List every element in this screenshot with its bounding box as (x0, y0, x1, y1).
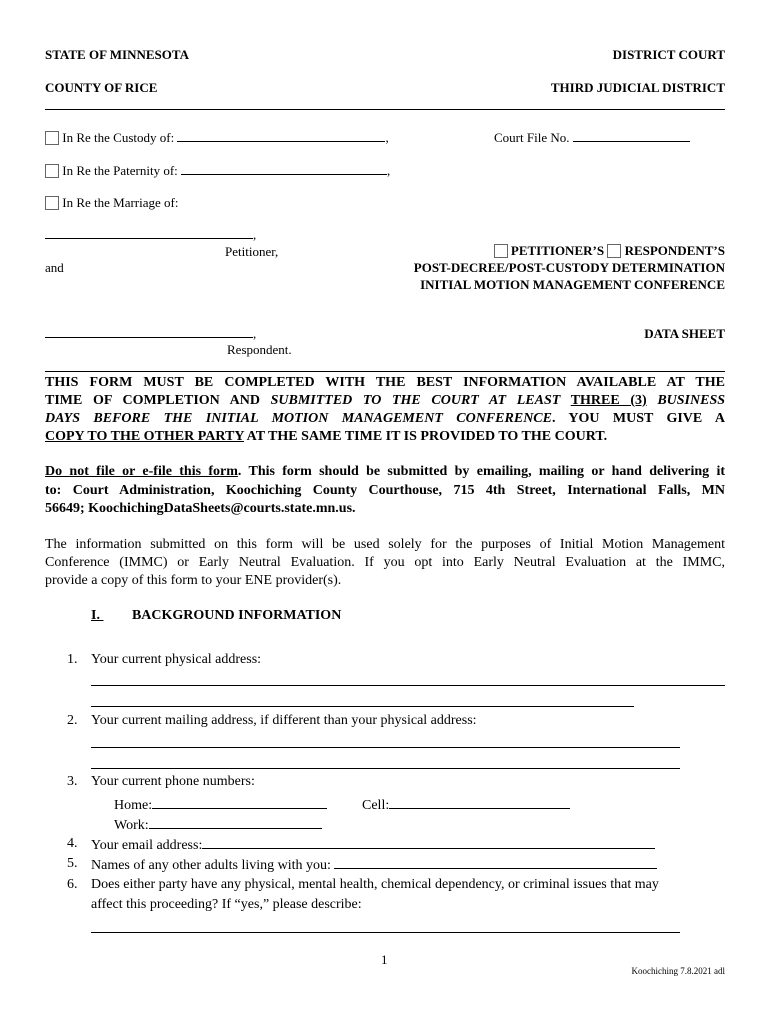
mailing-address-line-1[interactable] (91, 747, 680, 748)
revision-label: Koochiching 7.8.2021 adl (631, 966, 725, 976)
q4-row (91, 836, 655, 854)
court-label: DISTRICT COURT (612, 47, 725, 62)
filing-line-3: 56649; KoochichingDataSheets@courts.state.mn.us. (45, 501, 356, 516)
custody-name-field[interactable] (177, 129, 385, 142)
state-label: STATE OF MINNESOTA (45, 47, 189, 62)
notice-line-3: DAYS BEFORE THE INITIAL MOTION MANAGEMENT CONFERENCE. YOU MUST GIVE A (45, 411, 725, 426)
q6-number: 6. (67, 877, 78, 892)
paternity-label: In Re the Paternity of: (62, 163, 178, 178)
notice-line-4: COPY TO THE OTHER PARTY AT THE SAME TIME IT IS PROVIDED TO THE COURT. (45, 429, 608, 444)
home-phone-row (114, 796, 327, 814)
petitioners-label: PETITIONER’S (510, 243, 605, 258)
info-line-2: Conference (IMMC) or Early Neutral Evaluation. If you opt into Early Neutral Evaluation at the IMMC, (45, 555, 725, 570)
q1-label: Your current physical address: (91, 652, 262, 667)
notice-line-2: TIME OF COMPLETION AND SUBMITTED TO THE COURT AT LEAST THREE (3) BUSINESS (45, 393, 726, 408)
q5-row (91, 856, 657, 874)
physical-address-line-2[interactable] (91, 706, 634, 707)
respondent-name-field[interactable] (45, 325, 253, 338)
q6-line-2: affect this proceeding? If “yes,” please describe: (91, 897, 362, 912)
court-file-field[interactable] (573, 129, 690, 142)
county-label: COUNTY OF RICE (45, 80, 158, 95)
party-selector (494, 243, 725, 259)
petitioner-label: Petitioner, (225, 244, 279, 259)
title-line-1: POST-DECREE/POST-CUSTODY DETERMINATION (413, 260, 725, 275)
header-divider (45, 109, 725, 110)
respondent-name-row: , (45, 325, 256, 342)
no-file-warning: Do not file or e-file this form (45, 464, 238, 479)
respondent-label: Respondent. (227, 342, 292, 357)
notice-line-1: THIS FORM MUST BE COMPLETED WITH THE BEST INFORMATION AVAILABLE AT THE (45, 375, 725, 390)
petitioner-name-row: , (45, 226, 256, 243)
q5-label: Names of any other adults living with you: (91, 858, 331, 873)
q6-line-1: Does either party have any physical, mental health, chemical dependency, or criminal issues that may (91, 877, 659, 892)
home-phone-field[interactable] (152, 796, 327, 809)
custody-checkbox[interactable] (45, 131, 59, 145)
paternity-name-field[interactable] (181, 162, 387, 175)
custody-label: In Re the Custody of: (62, 130, 175, 145)
mailing-address-line-2[interactable] (91, 768, 680, 769)
district-label: THIRD JUDICIAL DISTRICT (550, 80, 725, 95)
q3-label: Your current phone numbers: (91, 774, 255, 789)
q3-number: 3. (67, 774, 78, 789)
petitioners-checkbox[interactable] (494, 244, 508, 258)
work-label: Work: (114, 818, 149, 833)
q4-number: 4. (67, 836, 78, 851)
page-number: 1 (381, 952, 388, 967)
marriage-label: In Re the Marriage of: (62, 195, 179, 210)
info-line-1: The information submitted on this form will be used solely for the purposes of Initial Motion Management (45, 537, 725, 552)
physical-address-line-1[interactable] (91, 685, 725, 686)
court-file-label: Court File No. (494, 130, 570, 145)
title-line-2: INITIAL MOTION MANAGEMENT CONFERENCE (420, 277, 725, 292)
cell-label: Cell: (362, 798, 390, 813)
custody-row: In Re the Custody of: , (45, 129, 389, 146)
and-label: and (45, 260, 64, 275)
court-file-row (494, 129, 690, 146)
data-sheet-title: DATA SHEET (644, 326, 725, 341)
email-field[interactable] (202, 836, 655, 849)
filing-line-1: Do not file or e-file this form. This form should be submitted by emailing, mailing or hand delivering it (45, 464, 726, 479)
marriage-row (45, 195, 178, 211)
issues-description-line[interactable] (91, 932, 680, 933)
paternity-row: In Re the Paternity of: , (45, 162, 390, 179)
filing-line-2: to: Court Administration, Koochiching County Courthouse, 715 4th Street, International Falls, MN (45, 483, 725, 498)
info-line-3: provide a copy of this form to your ENE provider(s). (45, 573, 342, 588)
q4-label: Your email address: (91, 838, 203, 853)
q5-number: 5. (67, 856, 78, 871)
work-phone-field[interactable] (149, 816, 322, 829)
q2-number: 2. (67, 713, 78, 728)
respondents-checkbox[interactable] (607, 244, 621, 258)
petitioner-name-field[interactable] (45, 226, 253, 239)
work-phone-row (114, 816, 322, 834)
marriage-checkbox[interactable] (45, 196, 59, 210)
other-adults-field[interactable] (334, 856, 657, 869)
paternity-checkbox[interactable] (45, 164, 59, 178)
q1-number: 1. (67, 652, 78, 667)
home-label: Home: (114, 798, 153, 813)
respondents-label: RESPONDENT’S (624, 243, 725, 258)
cell-phone-row (362, 796, 570, 814)
cell-phone-field[interactable] (389, 796, 570, 809)
section-heading: I. BACKGROUND INFORMATION (91, 608, 342, 623)
caption-divider (45, 371, 725, 372)
q2-label: Your current mailing address, if different than your physical address: (91, 713, 477, 728)
